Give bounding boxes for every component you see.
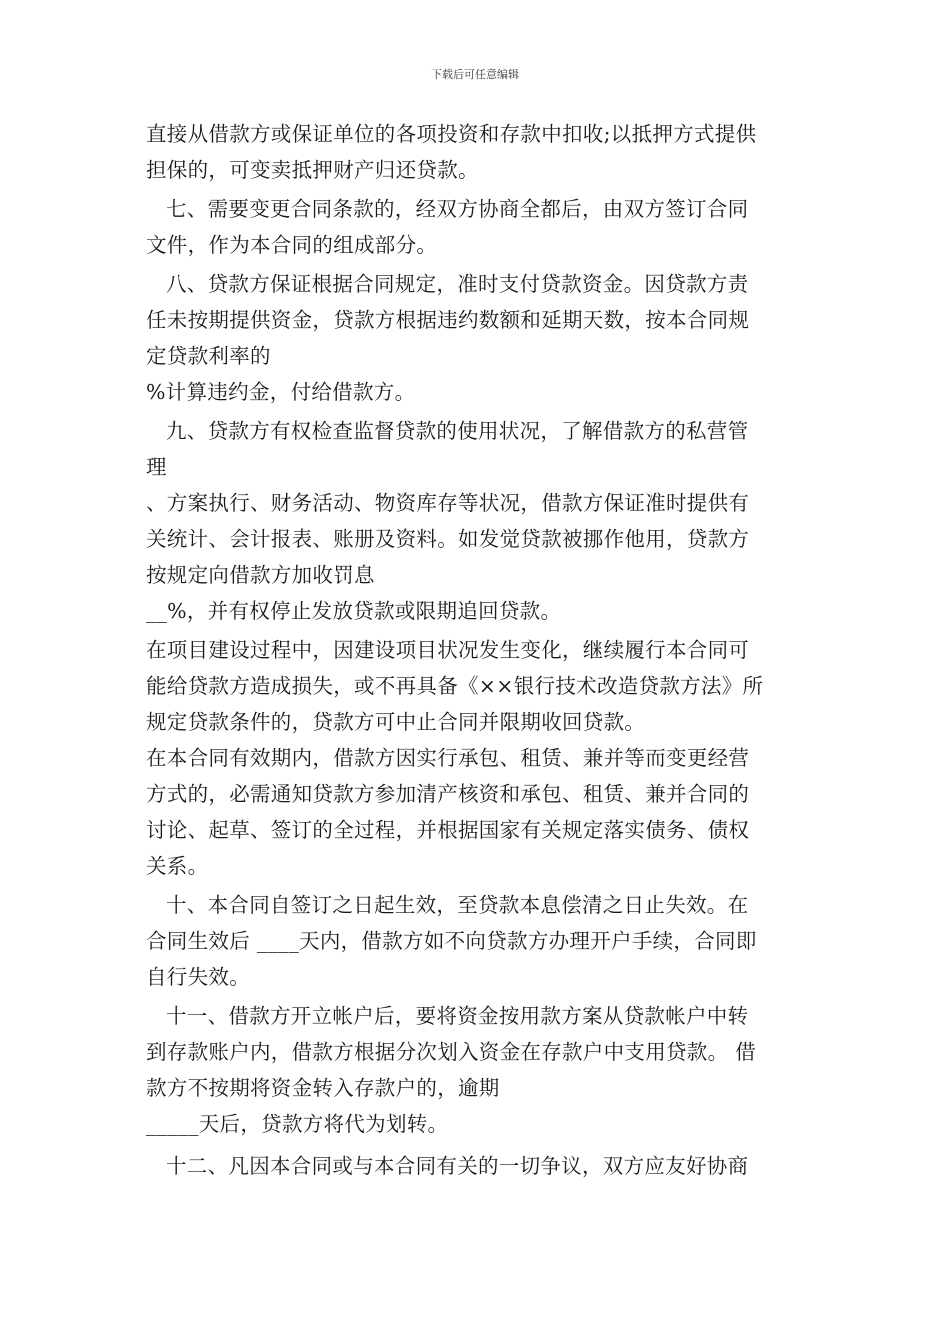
clause-10-line: 十、本合同自签订之日起生效，至贷款本息偿清之日止失效。在 — [166, 893, 749, 917]
clause-9-line: 九、贷款方有权检查监督贷款的使用状况，了解借款方的私营管 — [166, 419, 749, 443]
text-line: 规定贷款条件的，贷款方可中止合同并限期收回贷款。 — [146, 710, 646, 734]
text-line: 自行失效。 — [146, 965, 250, 989]
text-line: 讨论、起草、签订的全过程，并根据国家有关规定落实债务、债权 — [146, 818, 750, 842]
clause-8-line: 八、贷款方保证根据合同规定，准时支付贷款资金。因贷款方责 — [166, 272, 749, 296]
text-line: 在本合同有效期内，借款方因实行承包、租赁、兼并等而变更经营 — [146, 746, 750, 770]
text-line: 担保的，可变卖抵押财产归还贷款。 — [146, 158, 479, 182]
text-line: 理 — [146, 455, 167, 479]
text-line: 任未按期提供资金，贷款方根据违约数额和延期天数，按本合同规 — [146, 308, 750, 332]
text-line: _____天后，贷款方将代为划转。 — [146, 1112, 449, 1136]
text-line: 按规定向借款方加收罚息 — [146, 563, 375, 587]
text-line: 关统计、会计报表、账册及资料。如发觉贷款被挪作他用，贷款方 — [146, 527, 750, 551]
clause-7-line: 七、需要变更合同条款的，经双方协商全都后，由双方签订合同 — [166, 197, 749, 221]
text-line: 定贷款利率的 — [146, 344, 271, 368]
text-line: 在项目建设过程中，因建设项目状况发生变化，继续履行本合同可 — [146, 638, 750, 662]
text-line: 、方案执行、财务活动、物资库存等状况，借款方保证准时提供有 — [146, 491, 750, 515]
clause-11-line: 十一、借款方开立帐户后，要将资金按用款方案从贷款帐户中转 — [166, 1004, 749, 1028]
text-line: %计算违约金，付给借款方。 — [146, 380, 416, 404]
text-line: 合同生效后 ____天内，借款方如不向贷款方办理开户手续，合同即 — [146, 929, 757, 953]
text-line: 文件，作为本合同的组成部分。 — [146, 233, 438, 257]
text-line: 能给贷款方造成损失，或不再具备《××银行技术改造贷款方法》所 — [146, 674, 764, 698]
text-line: 关系。 — [146, 854, 209, 878]
header-note: 下载后可任意编辑 — [431, 68, 519, 81]
text-line: __%，并有权停止发放贷款或限期追回贷款。 — [146, 599, 562, 623]
text-line: 到存款账户内，借款方根据分次划入资金在存款户中支用贷款。 借 — [146, 1040, 757, 1064]
text-line: 方式的，必需通知贷款方参加清产核资和承包、租赁、兼并合同的 — [146, 782, 750, 806]
text-line: 直接从借款方或保证单位的各项投资和存款中扣收;以抵押方式提供 — [146, 122, 757, 146]
document-body — [146, 116, 806, 1184]
clause-12-line: 十二、凡因本合同或与本合同有关的一切争议，双方应友好协商 — [166, 1154, 749, 1178]
text-line: 款方不按期将资金转入存款户的，逾期 — [146, 1076, 500, 1100]
